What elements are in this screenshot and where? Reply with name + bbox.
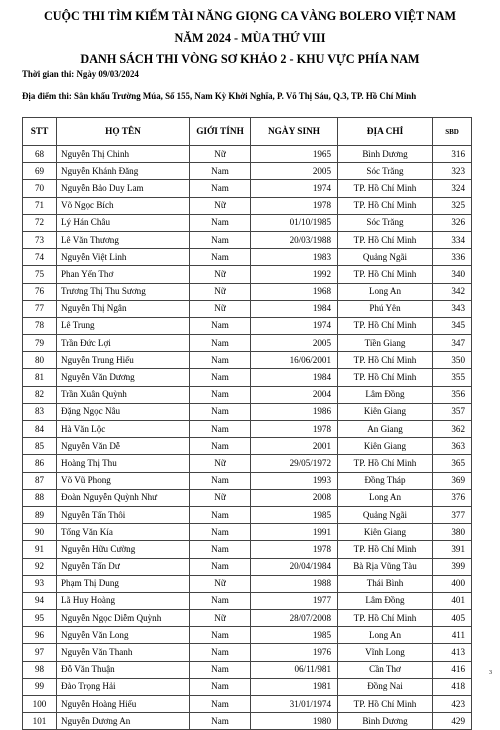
cell-sbd: 377 [433,506,472,523]
cell-gender: Nữ [190,610,251,627]
cell-address: Lâm Đồng [338,386,433,403]
cell-sbd: 400 [433,575,472,592]
cell-sbd: 345 [433,317,472,334]
cell-stt: 92 [23,558,57,575]
table-row [23,489,472,506]
table-row [23,421,472,438]
cell-birthdate: 1977 [251,592,338,609]
cell-birthdate: 2008 [251,489,338,506]
cell-stt: 97 [23,644,57,661]
cell-sbd: 356 [433,386,472,403]
cell-sbd: 336 [433,249,472,266]
cell-sbd: 399 [433,558,472,575]
cell-gender: Nữ [190,197,251,214]
cell-sbd: 350 [433,352,472,369]
cell-gender: Nam [190,180,251,197]
cell-stt: 84 [23,421,57,438]
cell-address: Thái Bình [338,575,433,592]
cell-gender: Nam [190,163,251,180]
cell-name: Tống Văn Kía [57,524,190,541]
cell-sbd: 355 [433,369,472,386]
table-row [23,627,472,644]
cell-birthdate: 28/07/2008 [251,610,338,627]
cell-gender: Nam [190,661,251,678]
table-row [23,644,472,661]
table-row [23,369,472,386]
header-sbd: SBD [433,118,472,146]
cell-gender: Nam [190,524,251,541]
cell-address: Long An [338,489,433,506]
table-row [23,713,472,730]
header-name: HỌ TÊN [57,118,190,146]
cell-stt: 74 [23,249,57,266]
table-row [23,696,472,713]
cell-address: TP. Hồ Chí Minh [338,352,433,369]
cell-name: Lê Văn Thương [57,231,190,248]
cell-name: Nguyễn Việt Linh [57,249,190,266]
cell-stt: 77 [23,300,57,317]
exam-location: Địa điểm thi: Sân khấu Trường Múa, Số 155, Nam Kỳ Khởi Nghĩa, P. Võ Thị Sáu, Q.3, TP. Hồ Chí Minh [22,91,417,101]
cell-name: Hoàng Thị Thu [57,455,190,472]
header-gender: GIỚI TÍNH [190,118,251,146]
cell-sbd: 316 [433,146,472,163]
cell-gender: Nam [190,627,251,644]
cell-sbd: 416 [433,661,472,678]
cell-birthdate: 1965 [251,146,338,163]
cell-name: Nguyễn Hữu Cường [57,541,190,558]
cell-address: Sóc Trăng [338,214,433,231]
cell-stt: 98 [23,661,57,678]
cell-birthdate: 1978 [251,541,338,558]
header-address: ĐỊA CHỈ [338,118,433,146]
cell-sbd: 423 [433,696,472,713]
cell-birthdate: 1991 [251,524,338,541]
table-row [23,506,472,523]
table-row [23,317,472,334]
cell-stt: 70 [23,180,57,197]
cell-stt: 85 [23,438,57,455]
cell-sbd: 342 [433,283,472,300]
cell-birthdate: 1985 [251,506,338,523]
cell-birthdate: 1968 [251,283,338,300]
cell-sbd: 340 [433,266,472,283]
cell-birthdate: 1974 [251,317,338,334]
table-row [23,455,472,472]
cell-sbd: 369 [433,472,472,489]
header-stt: STT [23,118,57,146]
cell-address: TP. Hồ Chí Minh [338,231,433,248]
cell-birthdate: 1974 [251,180,338,197]
cell-gender: Nam [190,352,251,369]
cell-stt: 80 [23,352,57,369]
table-row [23,249,472,266]
cell-address: Đồng Nai [338,678,433,695]
cell-name: Đỗ Văn Thuận [57,661,190,678]
table-header-row [23,118,472,146]
cell-address: Phú Yên [338,300,433,317]
cell-birthdate: 06/11/981 [251,661,338,678]
cell-gender: Nam [190,506,251,523]
cell-name: Đặng Ngọc Nâu [57,403,190,420]
cell-name: Nguyễn Trung Hiếu [57,352,190,369]
cell-stt: 99 [23,678,57,695]
cell-address: Quảng Ngãi [338,249,433,266]
cell-address: Kiên Giang [338,403,433,420]
cell-gender: Nam [190,696,251,713]
cell-gender: Nam [190,386,251,403]
table-row [23,524,472,541]
cell-stt: 69 [23,163,57,180]
cell-stt: 78 [23,317,57,334]
cell-sbd: 323 [433,163,472,180]
cell-gender: Nữ [190,283,251,300]
table-row [23,610,472,627]
cell-birthdate: 2005 [251,335,338,352]
cell-stt: 94 [23,592,57,609]
cell-gender: Nam [190,369,251,386]
cell-name: Nguyễn Tấn Dư [57,558,190,575]
cell-name: Nguyễn Thị Ngân [57,300,190,317]
cell-sbd: 325 [433,197,472,214]
cell-birthdate: 1986 [251,403,338,420]
cell-birthdate: 20/03/1988 [251,231,338,248]
cell-stt: 100 [23,696,57,713]
cell-birthdate: 1984 [251,300,338,317]
cell-address: TP. Hồ Chí Minh [338,180,433,197]
cell-name: Võ Ngọc Bích [57,197,190,214]
cell-birthdate: 29/05/1972 [251,455,338,472]
cell-sbd: 326 [433,214,472,231]
cell-name: Lã Huy Hoàng [57,592,190,609]
cell-stt: 73 [23,231,57,248]
cell-gender: Nữ [190,266,251,283]
cell-address: An Giang [338,421,433,438]
cell-sbd: 405 [433,610,472,627]
cell-sbd: 334 [433,231,472,248]
cell-sbd: 363 [433,438,472,455]
cell-name: Đào Trọng Hải [57,678,190,695]
cell-birthdate: 1992 [251,266,338,283]
table-row [23,592,472,609]
cell-address: Cần Thơ [338,661,433,678]
cell-birthdate: 1984 [251,369,338,386]
table-row [23,575,472,592]
cell-birthdate: 01/10/1985 [251,214,338,231]
cell-birthdate: 1983 [251,249,338,266]
cell-sbd: 362 [433,421,472,438]
cell-name: Nguyễn Dương An [57,713,190,730]
list-title: DANH SÁCH THI VÒNG SƠ KHẢO 2 - KHU VỰC PHÍA NAM [80,52,420,66]
table-row [23,180,472,197]
cell-birthdate: 1976 [251,644,338,661]
cell-sbd: 411 [433,627,472,644]
cell-gender: Nữ [190,300,251,317]
cell-stt: 101 [23,713,57,730]
cell-birthdate: 16/06/2001 [251,352,338,369]
cell-stt: 95 [23,610,57,627]
cell-sbd: 429 [433,713,472,730]
cell-stt: 68 [23,146,57,163]
table-row [23,386,472,403]
cell-gender: Nam [190,713,251,730]
cell-address: Quảng Ngãi [338,506,433,523]
cell-name: Trần Xuân Quỳnh [57,386,190,403]
cell-gender: Nam [190,592,251,609]
cell-address: Tiền Giang [338,335,433,352]
cell-birthdate: 1981 [251,678,338,695]
cell-stt: 88 [23,489,57,506]
exam-date: Thời gian thi: Ngày 09/03/2024 [22,69,139,79]
cell-name: Nguyễn Văn Dương [57,369,190,386]
cell-sbd: 380 [433,524,472,541]
cell-gender: Nữ [190,455,251,472]
cell-gender: Nam [190,403,251,420]
table-row [23,197,472,214]
cell-address: TP. Hồ Chí Minh [338,317,433,334]
cell-birthdate: 31/01/1974 [251,696,338,713]
cell-address: Kiên Giang [338,524,433,541]
cell-birthdate: 1980 [251,713,338,730]
cell-name: Trương Thị Thu Sương [57,283,190,300]
cell-birthdate: 1993 [251,472,338,489]
table-row [23,214,472,231]
cell-name: Nguyễn Tấn Thôi [57,506,190,523]
cell-stt: 96 [23,627,57,644]
cell-stt: 89 [23,506,57,523]
table-row [23,403,472,420]
cell-address: Long An [338,627,433,644]
cell-address: TP. Hồ Chí Minh [338,455,433,472]
cell-birthdate: 2004 [251,386,338,403]
cell-stt: 81 [23,369,57,386]
cell-name: Trần Đức Lợi [57,335,190,352]
cell-gender: Nam [190,644,251,661]
cell-address: Bà Rịa Vũng Tàu [338,558,433,575]
cell-birthdate: 2001 [251,438,338,455]
cell-gender: Nam [190,249,251,266]
cell-birthdate: 1988 [251,575,338,592]
table-row [23,438,472,455]
table-row [23,472,472,489]
cell-stt: 86 [23,455,57,472]
cell-sbd: 376 [433,489,472,506]
table-row [23,661,472,678]
cell-name: Nguyễn Ngọc Diễm Quỳnh [57,610,190,627]
cell-gender: Nam [190,317,251,334]
page-number: 3 [489,670,492,676]
cell-stt: 82 [23,386,57,403]
header-birthdate: NGÀY SINH [251,118,338,146]
cell-address: Kiên Giang [338,438,433,455]
cell-name: Võ Vũ Phong [57,472,190,489]
table-row [23,231,472,248]
cell-name: Nguyễn Văn Dễ [57,438,190,455]
cell-name: Nguyễn Bảo Duy Lam [57,180,190,197]
cell-address: Long An [338,283,433,300]
cell-stt: 91 [23,541,57,558]
cell-birthdate: 1985 [251,627,338,644]
cell-name: Phạm Thị Dung [57,575,190,592]
cell-birthdate: 1978 [251,421,338,438]
cell-birthdate: 20/04/1984 [251,558,338,575]
cell-gender: Nam [190,558,251,575]
contestant-table [22,117,472,730]
cell-gender: Nam [190,421,251,438]
cell-address: Sóc Trăng [338,163,433,180]
cell-sbd: 413 [433,644,472,661]
table-row [23,163,472,180]
table-row [23,300,472,317]
cell-name: Nguyễn Văn Long [57,627,190,644]
cell-name: Nguyễn Văn Thanh [57,644,190,661]
cell-gender: Nữ [190,575,251,592]
cell-gender: Nam [190,335,251,352]
cell-sbd: 357 [433,403,472,420]
cell-name: Hà Văn Lộc [57,421,190,438]
cell-stt: 90 [23,524,57,541]
cell-birthdate: 1978 [251,197,338,214]
cell-sbd: 365 [433,455,472,472]
cell-address: TP. Hồ Chí Minh [338,541,433,558]
table-row [23,352,472,369]
cell-sbd: 418 [433,678,472,695]
cell-address: TP. Hồ Chí Minh [338,197,433,214]
cell-gender: Nam [190,231,251,248]
cell-sbd: 324 [433,180,472,197]
cell-gender: Nữ [190,489,251,506]
cell-name: Lê Trung [57,317,190,334]
cell-stt: 71 [23,197,57,214]
cell-gender: Nữ [190,146,251,163]
cell-gender: Nam [190,214,251,231]
cell-stt: 93 [23,575,57,592]
table-row [23,558,472,575]
cell-gender: Nam [190,541,251,558]
cell-address: Lâm Đồng [338,592,433,609]
contest-title: CUỘC THI TÌM KIẾM TÀI NĂNG GIỌNG CA VÀNG BOLERO VIỆT NAM [43,9,457,23]
cell-address: Đồng Tháp [338,472,433,489]
cell-name: Nguyễn Hoàng Hiếu [57,696,190,713]
cell-sbd: 401 [433,592,472,609]
cell-gender: Nam [190,678,251,695]
cell-stt: 87 [23,472,57,489]
cell-address: Vĩnh Long [338,644,433,661]
table-row [23,266,472,283]
season-title: NĂM 2024 - MÙA THỨ VIII [174,31,326,45]
cell-name: Đoàn Nguyễn Quỳnh Như [57,489,190,506]
table-row [23,335,472,352]
cell-address: TP. Hồ Chí Minh [338,266,433,283]
table-row [23,146,472,163]
cell-stt: 75 [23,266,57,283]
cell-gender: Nam [190,438,251,455]
cell-name: Phan Yến Thơ [57,266,190,283]
cell-birthdate: 2005 [251,163,338,180]
cell-stt: 72 [23,214,57,231]
cell-address: TP. Hồ Chí Minh [338,696,433,713]
table-row [23,541,472,558]
cell-stt: 79 [23,335,57,352]
cell-address: TP. Hồ Chí Minh [338,610,433,627]
cell-gender: Nam [190,472,251,489]
cell-sbd: 347 [433,335,472,352]
cell-name: Lý Hán Châu [57,214,190,231]
cell-address: Bình Dương [338,146,433,163]
table-row [23,283,472,300]
cell-name: Nguyễn Thị Chinh [57,146,190,163]
cell-address: TP. Hồ Chí Minh [338,369,433,386]
cell-sbd: 391 [433,541,472,558]
cell-sbd: 343 [433,300,472,317]
cell-name: Nguyễn Khánh Đăng [57,163,190,180]
cell-stt: 83 [23,403,57,420]
cell-stt: 76 [23,283,57,300]
cell-address: Bình Dương [338,713,433,730]
